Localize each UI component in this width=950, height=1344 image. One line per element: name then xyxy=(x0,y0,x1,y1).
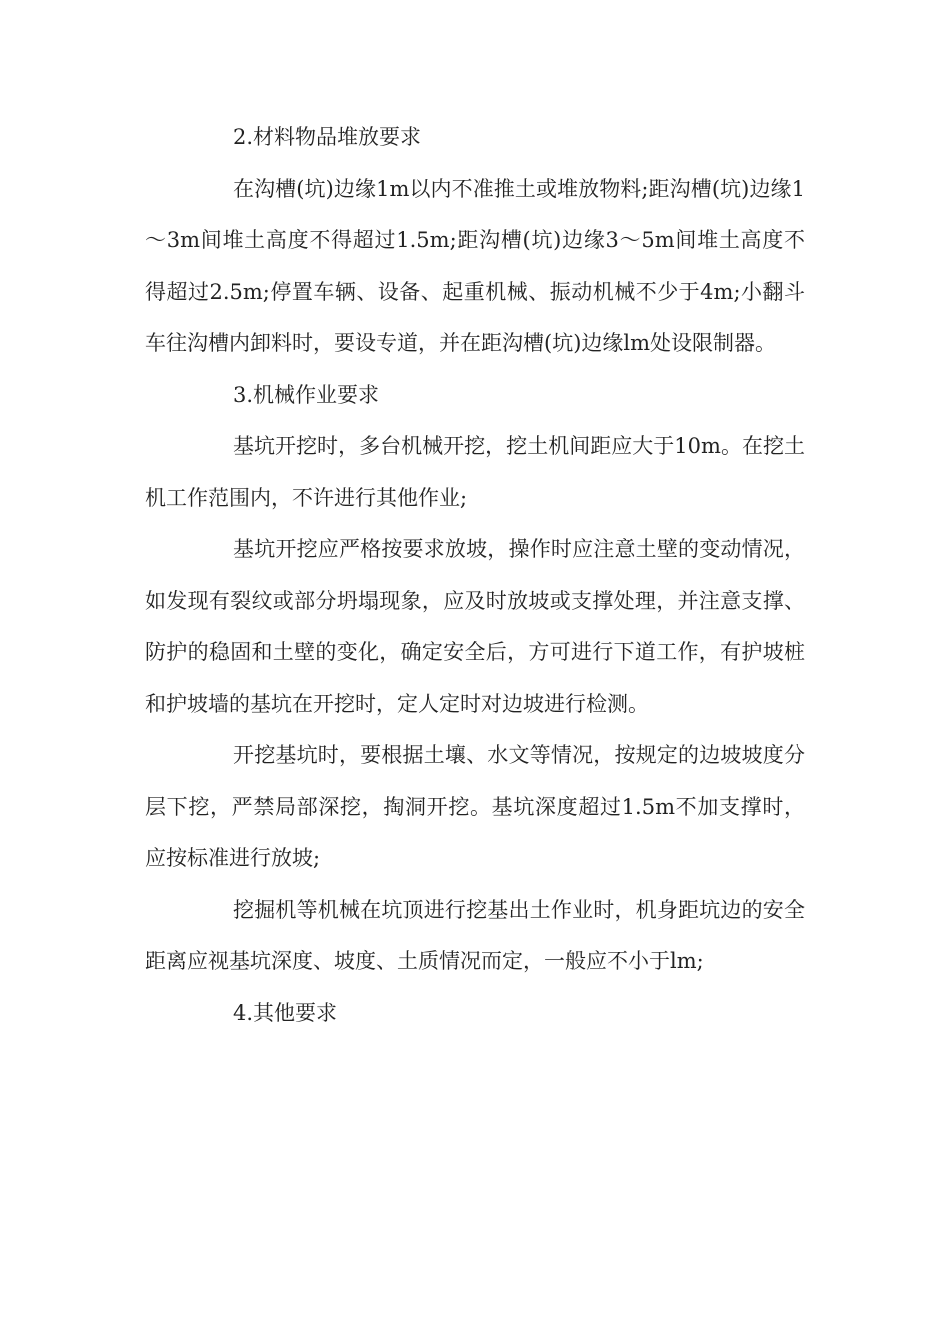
section-heading-machinery: 3.机械作业要求 xyxy=(233,382,380,407)
paragraph-layered-excavation: 开挖基坑时，要根据土壤、水文等情况，按规定的边坡坡度分层下挖，严禁局部深挖，掏洞开挖。基坑深度超过1.5m不加支撑时，应按标准进行放坡; xyxy=(145,743,805,870)
document-body xyxy=(145,112,805,1039)
paragraph-excavator-spacing: 基坑开挖时，多台机械开挖，挖土机间距应大于10m。在挖土机工作范围内，不许进行其他作业; xyxy=(145,434,805,510)
paragraph-excavator-distance: 挖掘机等机械在坑顶进行挖基出土作业时，机身距坑边的安全距离应视基坑深度、坡度、土质情况而定，一般应不小于lm; xyxy=(145,897,805,973)
paragraph-slope-monitoring: 基坑开挖应严格按要求放坡，操作时应注意土壁的变动情况，如发现有裂纹或部分坍塌现象，应及时放坡或支撑处理，并注意支撑、防护的稳固和土壁的变化，确定安全后，方可进行下道工作，有护坡桩和护坡墙的基坑在开挖时，定人定时对边坡进行检测。 xyxy=(145,537,805,716)
section-heading-materials: 2.材料物品堆放要求 xyxy=(233,125,422,149)
section-heading-other: 4.其他要求 xyxy=(233,1000,338,1025)
paragraph-materials-stacking: 在沟槽(坑)边缘1m以内不准推土或堆放物料;距沟槽(坑)边缘1～3m间堆土高度不得超过1.5m;距沟槽(坑)边缘3～5m间堆土高度不得超过2.5m;停置车辆、设备、起重机械、振动机械不少于4m;小翻斗车往沟槽内卸料时，要设专道，并在距沟槽(坑)边缘lm处设限制器。 xyxy=(145,176,805,355)
